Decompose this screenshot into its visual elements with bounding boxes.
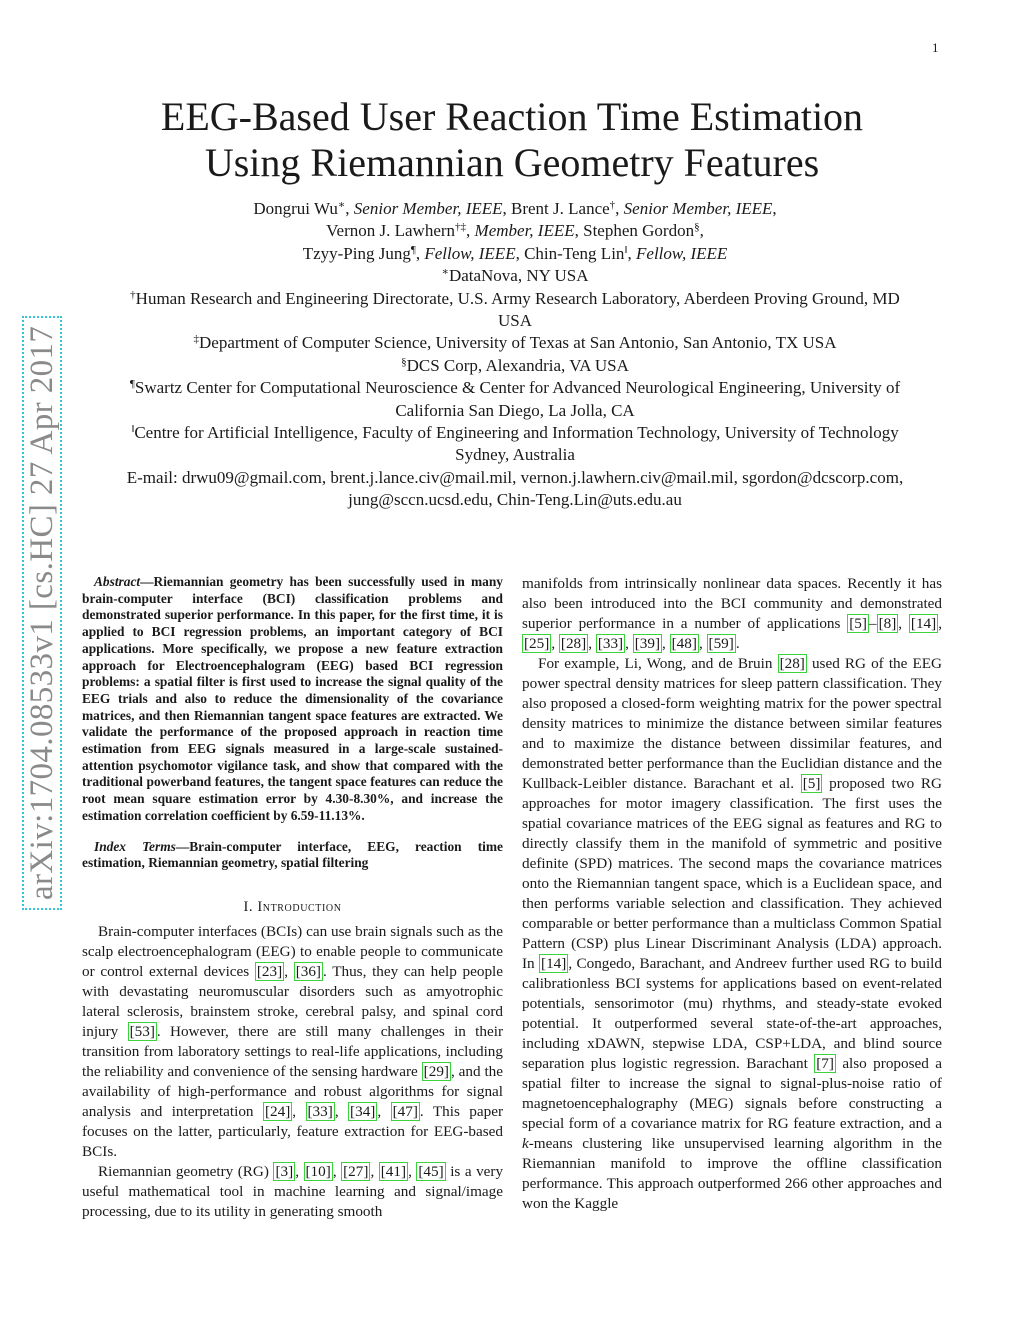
author-line-2: Vernon J. Lawhern†‡, Member, IEEE, Stephen Gordon§, xyxy=(326,221,704,241)
text-run: manifolds from intrinsically nonlinear data spaces. Recently it has also been introduced into the BCI community and demonstrated superior performance in a number of applications xyxy=(522,575,942,632)
index-terms-label: Index Terms xyxy=(94,838,176,854)
text-run: Brain-computer interfaces (BCIs) can use brain signals such as the scalp electroencephalogram (EEG) to enable people to communicate or control external devices xyxy=(82,922,503,980)
affiliation-text: DataNova, NY USA xyxy=(448,266,589,286)
text-run: , xyxy=(408,1162,417,1180)
text-run: , xyxy=(898,615,909,632)
text-run: . Thus, they can help people with devastating neuromuscular disorders such as amyotrophic lateral sclerosis, brainstem stroke, cerebral palsy, and spinal cord injury xyxy=(82,962,503,1040)
citation-link[interactable]: [3] xyxy=(275,1162,294,1180)
text-run: , xyxy=(698,635,707,652)
intro-paragraph-2-cont xyxy=(522,574,942,654)
citation-link[interactable]: [24] xyxy=(264,1102,291,1120)
index-terms xyxy=(82,839,503,872)
affiliation-arl xyxy=(80,288,950,310)
text-run: used RG of the EEG power spectral density matrices for sleep pattern classification. They also proposed a closed-form weighting matrix for the power spectral density matrices to minimize the distance between similar features and to maximize the distance between dissimilar features, and demonstrated better performance than the Euclidian distance and the Kullback-Leibler distance. Barachant et al. xyxy=(522,655,942,792)
affiliation-text: Department of Computer Science, University of Texas at San Antonio, San Antonio, TX USA xyxy=(199,333,837,353)
author-role: Senior Member, IEEE xyxy=(623,199,773,218)
citation-link[interactable]: [5] xyxy=(802,775,821,792)
affiliation-datanova xyxy=(80,265,950,287)
citation-link[interactable]: [7] xyxy=(816,1055,834,1072)
affiliation-utsa xyxy=(80,332,950,354)
right-column xyxy=(522,574,942,1214)
affiliation-dcs xyxy=(80,355,950,377)
citation-link[interactable]: [53] xyxy=(129,1022,155,1040)
citation-link[interactable]: [5] xyxy=(849,615,867,632)
text-run: , xyxy=(662,635,670,652)
affiliation-text: Human Research and Engineering Directorate, U.S. Army Research Laboratory, Aberdeen Proving Ground, MD xyxy=(135,288,900,308)
author-name: Brent J. Lance xyxy=(511,199,610,218)
index-terms-text: —Brain-computer interface, EEG, reaction time estimation, Riemannian geometry, spatial filtering xyxy=(82,838,503,871)
text-run: , xyxy=(938,615,943,632)
left-column xyxy=(82,574,503,1222)
citation-link[interactable]: [29] xyxy=(423,1062,449,1080)
abstract-label: Abstract xyxy=(94,574,141,589)
citation-link[interactable]: [47] xyxy=(392,1102,418,1120)
intro-paragraph-1 xyxy=(82,922,503,1162)
author-role: Fellow, IEEE xyxy=(424,243,516,263)
citation-link[interactable]: [14] xyxy=(541,955,567,972)
affiliation-arl-cont: USA xyxy=(497,311,532,331)
text-run: , xyxy=(551,635,559,652)
author-line-3: Tzyy-Ping Jung¶, Fellow, IEEE, Chin-Teng Lin‖, Fellow, IEEE xyxy=(302,243,728,263)
text-run: , xyxy=(284,962,294,980)
page-number: 1 xyxy=(932,40,939,55)
text-run: proposed two RG approaches for motor imagery classification. The first uses the spatial covariance matrices of the EEG signal as features and RG to directly classify them in the manifold of symmetric and positive definite (SPD) matrices. The second maps the covariance matrices onto the Riemannian tangent space, which is a Euclidean space, and then performs variable selection and classification. They achieved comparable or better performance than a multiclass Common Spatial Pattern (CSP) plus Linear Discriminant Analysis (LDA) approach. In xyxy=(522,775,942,972)
author-mark: ¶ xyxy=(410,243,416,256)
citation-link[interactable]: [27] xyxy=(343,1162,369,1180)
text-run: For example, Li, Wong, and de Bruin xyxy=(538,655,778,672)
text-run: , xyxy=(292,1102,306,1120)
affiliation-mark: ‖ xyxy=(131,423,135,436)
affiliation-mark: † xyxy=(130,288,136,301)
text-run: , and the availability of high-performance and robust algorithms for signal analysis and interpretation xyxy=(82,1062,504,1120)
text-run: , xyxy=(334,1102,349,1120)
text-run: is a very useful mathematical tool in machine learning and signal/image processing, due to its utility in generating smooth xyxy=(82,1162,504,1220)
text-run: , xyxy=(332,1162,342,1180)
citation-link[interactable]: [25] xyxy=(524,635,550,652)
text-run: , xyxy=(377,1102,391,1120)
intro-paragraph-3 xyxy=(522,654,942,1214)
author-block xyxy=(80,198,950,512)
citation-link[interactable]: [41] xyxy=(380,1162,407,1180)
citation-link[interactable]: [48] xyxy=(671,635,697,652)
text-run: . However, there are still many challenges in their transition from laboratory settings to real-life applications, including the reliability and convenience of the sensing hardware xyxy=(82,1022,504,1080)
citation-link[interactable]: [33] xyxy=(597,635,624,652)
intro-paragraph-2 xyxy=(82,1162,503,1222)
text-run: also proposed a spatial filter to increase the signal to signal-plus-noise ratio of magnetoencephalography (MEG) signals before constructing a special form of a covariance matrix for RG feature extraction, and a xyxy=(522,1055,942,1132)
author-role: Member, IEEE xyxy=(474,221,575,241)
author-name: Dongrui Wu xyxy=(253,199,338,218)
affiliation-text: DCS Corp, Alexandria, VA USA xyxy=(406,355,629,375)
text-run: , xyxy=(370,1162,379,1180)
citation-link[interactable]: [59] xyxy=(708,635,734,652)
affiliation-mark: ‡ xyxy=(193,333,199,346)
text-run: , xyxy=(588,635,596,652)
author-mark: ‖ xyxy=(624,243,628,256)
text-run: . This paper focuses on the latter, particularly, feature extraction for EEG-based BCIs. xyxy=(82,1102,504,1160)
text-run: . xyxy=(735,635,740,652)
author-name: Chin-Teng Lin xyxy=(524,243,625,263)
author-mark: ∗ xyxy=(337,199,346,211)
section-heading-introduction: I. Introduction xyxy=(243,898,342,915)
citation-link[interactable]: [39] xyxy=(634,635,661,652)
affiliation-mark: ∗ xyxy=(441,266,449,279)
citation-link[interactable]: [28] xyxy=(779,655,805,672)
affiliation-text: Centre for Artificial Intelligence, Faculty of Engineering and Information Technology, University of Technology xyxy=(134,423,899,443)
affiliation-uts xyxy=(80,422,950,444)
author-line-1: Dongrui Wu∗, Senior Member, IEEE, Brent J. Lance†, Senior Member, IEEE, xyxy=(253,199,777,218)
citation-link[interactable]: [10] xyxy=(305,1162,331,1180)
abstract-text: —Riemannian geometry has been successfully used in many brain-computer interface (BCI) classification problems and demonstrated superior performance. In this paper, for the first time, it is applied to BCI regression problems, an important category of BCI applications. More specifically, we propose a new feature extraction approach for Electroencephalogram (EEG) based BCI regression problems: a spatial filter is first used to increase the signal quality of the EEG trials and also to reduce the dimensionality of the covariance matrices, and then Riemannian tangent space features are extracted. We validate the performance of the proposed approach in reaction time estimation from EEG signals measured in a large-scale sustained-attention psychomotor vigilance task, and show that compared with the traditional powerband features, the tangent space features can reduce the root mean square estimation error by 4.30-8.30%, and increase the estimation correlation coefficient by 6.59-11.13%. xyxy=(82,574,503,823)
abstract xyxy=(82,574,503,825)
citation-link[interactable]: [34] xyxy=(350,1102,376,1120)
author-role: Fellow, IEEE xyxy=(636,243,728,263)
citation-link[interactable]: [36] xyxy=(295,962,321,980)
citation-link[interactable]: [45] xyxy=(418,1162,444,1180)
text-run: -means clustering like unsupervised learning algorithm in the Riemannian manifold to improve the offline classification performance. This approach outperformed 266 other approaches and won the Kaggle xyxy=(522,1135,942,1212)
author-role: Senior Member, IEEE xyxy=(353,199,503,218)
title-line-1: EEG-Based User Reaction Time Estimation xyxy=(160,94,864,139)
author-name: Stephen Gordon xyxy=(583,221,695,241)
citation-link[interactable]: [23] xyxy=(256,962,283,980)
affiliation-ucsd-cont: California San Diego, La Jolla, CA xyxy=(395,400,635,420)
affiliation-mark: § xyxy=(401,355,407,368)
text-run: – xyxy=(868,615,877,632)
text-run: , Congedo, Barachant, and Andreev further used RG to build calibrationless BCI systems for applications based on event-related potentials, sensorimotor (mu) rhythms, and steady-state evoked potential. It outperformed several state-of-the-art approaches, including xDAWN, stepwise LDA, CSP+LDA, and blind source separation plus logistic regression. Barachant xyxy=(522,955,942,1072)
text-run: , xyxy=(625,635,633,652)
text-run: , xyxy=(295,1162,304,1180)
author-mark: †‡ xyxy=(455,221,467,234)
citation-link[interactable]: [14] xyxy=(910,615,937,632)
citation-link[interactable]: [28] xyxy=(560,635,587,652)
author-mark: † xyxy=(609,199,616,211)
math-variable: k xyxy=(522,1135,529,1152)
email-line-2: jung@sccn.ucsd.edu, Chin-Teng.Lin@uts.edu.au xyxy=(348,490,682,510)
affiliation-mark: ¶ xyxy=(129,378,135,391)
affiliation-ucsd xyxy=(80,377,950,399)
author-name: Tzyy-Ping Jung xyxy=(302,243,411,263)
affiliation-uts-cont: Sydney, Australia xyxy=(455,445,575,465)
affiliation-text: Swartz Center for Computational Neuroscience & Center for Advanced Neurological Engineering, University of xyxy=(134,378,901,398)
citation-link[interactable]: [33] xyxy=(307,1102,333,1120)
email-line-1: E-mail: drwu09@gmail.com, brent.j.lance.civ@mail.mil, vernon.j.lawhern.civ@mail.mil, sgordon@dcscorp.com, xyxy=(126,467,904,487)
arxiv-identifier[interactable] xyxy=(18,310,66,910)
arxiv-id-text: arXiv:1704.08533v1 [cs.HC] 27 Apr 2017 xyxy=(22,316,62,910)
author-name: Vernon J. Lawhern xyxy=(326,221,456,241)
citation-link[interactable]: [8] xyxy=(878,615,897,632)
title-line-2: Using Riemannian Geometry Features xyxy=(204,140,820,185)
author-mark: § xyxy=(694,221,700,234)
text-run: Riemannian geometry (RG) xyxy=(98,1162,274,1180)
paper-title xyxy=(90,94,934,186)
